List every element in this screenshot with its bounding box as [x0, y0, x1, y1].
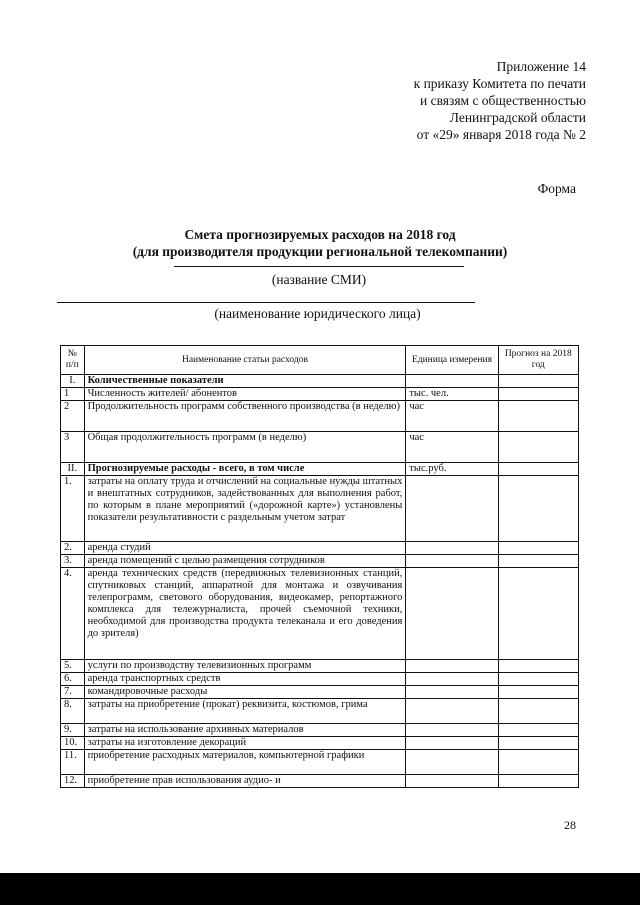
appendix-header — [414, 58, 586, 143]
row-number: 2. — [61, 542, 85, 555]
page-number: 28 — [564, 818, 576, 832]
row-unit: тыс. чел. — [406, 388, 498, 401]
header-unit: Единица измерения — [406, 346, 498, 375]
row-name: Продолжительность программ собственного производства (в неделю) — [84, 401, 406, 432]
row-forecast — [498, 775, 578, 788]
scan-border — [0, 873, 640, 905]
row-number: 10. — [61, 737, 85, 750]
form-label: Форма — [537, 181, 576, 196]
row-forecast — [498, 555, 578, 568]
header-forecast: Прогноз на 2018 год — [498, 346, 578, 375]
table-row — [61, 724, 579, 737]
table-row — [61, 568, 579, 660]
estimate-table — [60, 345, 579, 788]
row-unit — [406, 476, 498, 542]
title-line-1: Смета прогнозируемых расходов на 2018 год — [184, 227, 456, 242]
table-row — [61, 699, 579, 724]
row-number: II. — [61, 463, 85, 476]
row-name: Общая продолжительность программ (в неделю) — [84, 432, 406, 463]
row-name: приобретение расходных материалов, компьютерной графики — [84, 750, 406, 775]
appendix-line: от «29» января 2018 года № 2 — [416, 127, 586, 142]
legal-entity-caption: (наименование юридического лица) — [214, 306, 421, 321]
row-number: 11. — [61, 750, 85, 775]
appendix-line: Ленинградской области — [449, 110, 586, 125]
row-number: 7. — [61, 686, 85, 699]
table-row — [61, 775, 579, 788]
legal-entity-underline — [57, 302, 475, 303]
row-number: 5. — [61, 660, 85, 673]
appendix-line: к приказу Комитета по печати — [413, 76, 586, 91]
table-row — [61, 432, 579, 463]
row-name: затраты на оплату труда и отчислений на социальные нужды штатных и внештатных сотрудников, задействованных для выполнения работ, по которым в плане мероприятий («дорожной карте») установлены показатели результативности с раздельным учетом затрат — [84, 476, 406, 542]
table-row — [61, 737, 579, 750]
table-row — [61, 660, 579, 673]
table-row — [61, 555, 579, 568]
appendix-line: Приложение 14 — [496, 59, 586, 74]
table-row — [61, 463, 579, 476]
row-number: I. — [61, 375, 85, 388]
row-forecast — [498, 686, 578, 699]
row-forecast — [498, 401, 578, 432]
row-forecast — [498, 724, 578, 737]
row-number: 9. — [61, 724, 85, 737]
row-unit — [406, 542, 498, 555]
row-number: 6. — [61, 673, 85, 686]
row-name: затраты на изготовление декораций — [84, 737, 406, 750]
row-unit — [406, 660, 498, 673]
row-number: 12. — [61, 775, 85, 788]
row-number: 2 — [61, 401, 85, 432]
table-row — [61, 388, 579, 401]
row-forecast — [498, 660, 578, 673]
row-number: 8. — [61, 699, 85, 724]
row-name: услуги по производству телевизионных программ — [84, 660, 406, 673]
row-number: 3. — [61, 555, 85, 568]
row-name: Численность жителей/ абонентов — [84, 388, 406, 401]
row-forecast — [498, 375, 578, 388]
row-forecast — [498, 476, 578, 542]
header-name: Наименование статьи расходов — [84, 346, 406, 375]
row-unit: час — [406, 432, 498, 463]
row-number: 1. — [61, 476, 85, 542]
table-row — [61, 476, 579, 542]
row-forecast — [498, 737, 578, 750]
row-name: приобретение прав использования аудио- и — [84, 775, 406, 788]
row-name: аренда транспортных средств — [84, 673, 406, 686]
row-number: 4. — [61, 568, 85, 660]
media-name-caption: (название СМИ) — [271, 272, 367, 287]
table-row — [61, 686, 579, 699]
table-row — [61, 401, 579, 432]
title-line-2: (для производителя продукции региональной телекомпании) — [132, 244, 508, 259]
row-number: 1 — [61, 388, 85, 401]
table-row — [61, 375, 579, 388]
row-name: затраты на использование архивных материалов — [84, 724, 406, 737]
row-forecast — [498, 388, 578, 401]
row-unit — [406, 375, 498, 388]
row-unit: тыс.руб. — [406, 463, 498, 476]
row-forecast — [498, 568, 578, 660]
document-title — [0, 226, 640, 260]
row-unit — [406, 673, 498, 686]
row-forecast — [498, 463, 578, 476]
row-forecast — [498, 432, 578, 463]
row-forecast — [498, 750, 578, 775]
row-number: 3 — [61, 432, 85, 463]
appendix-line: и связям с общественностью — [419, 93, 586, 108]
row-name: Прогнозируемые расходы - всего, в том числе — [84, 463, 406, 476]
table-header-row — [61, 346, 579, 375]
row-unit — [406, 686, 498, 699]
row-name: аренда технических средств (передвижных телевизионных станций, спутниковых станций, аппаратной для монтажа и озвучивания телепрограмм, светового оборудования, видеокамер, репортажного комплекса для тележурналиста, прочей съемочной техники, необходимой для производства продукта телеканала и его доведения до зрителя) — [84, 568, 406, 660]
media-name-underline — [174, 266, 464, 267]
header-num: № п/п — [61, 346, 85, 375]
table-row — [61, 542, 579, 555]
row-unit — [406, 775, 498, 788]
row-name: командировочные расходы — [84, 686, 406, 699]
row-unit — [406, 568, 498, 660]
row-unit — [406, 737, 498, 750]
table-row — [61, 673, 579, 686]
row-unit — [406, 699, 498, 724]
row-name: аренда помещений с целью размещения сотрудников — [84, 555, 406, 568]
table-row — [61, 750, 579, 775]
row-forecast — [498, 699, 578, 724]
row-forecast — [498, 542, 578, 555]
row-unit — [406, 724, 498, 737]
row-name: аренда студий — [84, 542, 406, 555]
row-name: Количественные показатели — [84, 375, 406, 388]
row-unit: час — [406, 401, 498, 432]
row-forecast — [498, 673, 578, 686]
row-unit — [406, 750, 498, 775]
row-name: затраты на приобретение (прокат) реквизита, костюмов, грима — [84, 699, 406, 724]
row-unit — [406, 555, 498, 568]
